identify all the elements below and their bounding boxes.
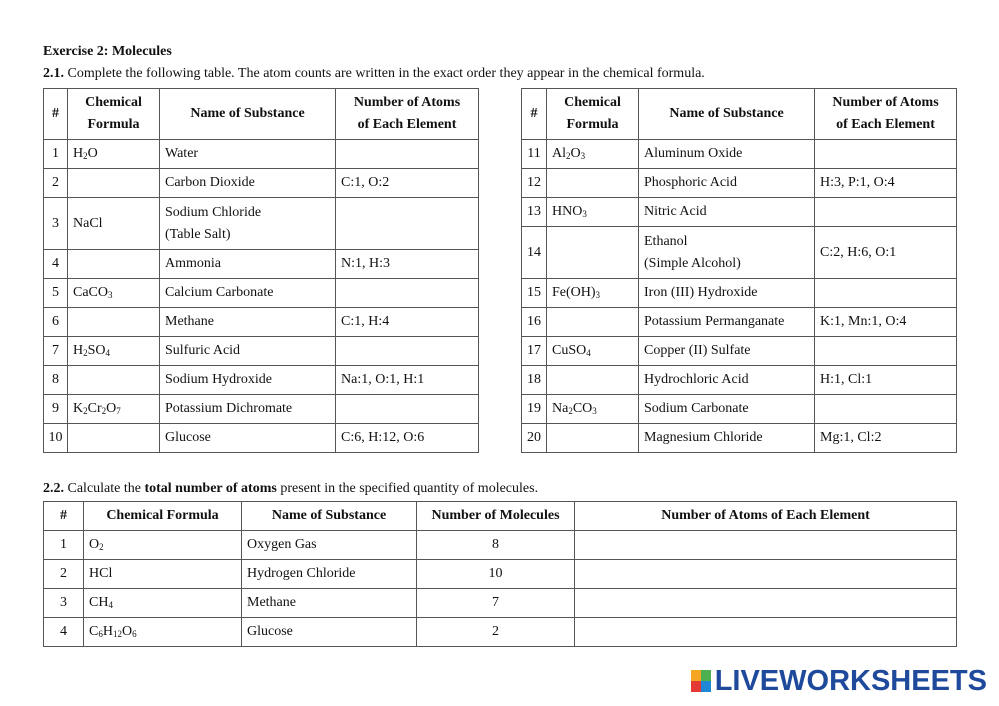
substance-name: Magnesium Chloride — [639, 424, 815, 453]
atom-counts: C:2, H:6, O:1 — [815, 227, 957, 279]
row-number: 14 — [522, 227, 547, 279]
row-number: 16 — [522, 308, 547, 337]
chemical-formula: $Na_2CO_3$ — [547, 395, 639, 424]
row-number: 13 — [522, 198, 547, 227]
row-number: 2 — [44, 560, 84, 589]
column-header: Name of Substance — [242, 502, 417, 531]
table-row — [44, 308, 479, 337]
table-row — [44, 424, 479, 453]
column-header: Name of Substance — [639, 89, 815, 140]
substance-name: Sodium Carbonate — [639, 395, 815, 424]
substance-name: Sulfuric Acid — [160, 337, 336, 366]
chemical-formula-blank[interactable] — [547, 424, 639, 453]
row-number: 18 — [522, 366, 547, 395]
chemical-formula-blank[interactable] — [68, 169, 160, 198]
substance-name: Water — [160, 140, 336, 169]
header-row — [44, 502, 957, 531]
table-row — [44, 618, 957, 647]
atom-counts-blank[interactable] — [815, 395, 957, 424]
molecule-count: 10 — [417, 560, 575, 589]
atom-counts-blank[interactable] — [815, 279, 957, 308]
atom-counts: H:3, P:1, O:4 — [815, 169, 957, 198]
row-number: 10 — [44, 424, 68, 453]
column-header: Chemical Formula — [68, 89, 160, 140]
part1-label: 2.1. — [43, 66, 64, 81]
chemical-formula: $H_2O$ — [68, 140, 160, 169]
substance-name: Nitric Acid — [639, 198, 815, 227]
substance-name: Ammonia — [160, 250, 336, 279]
atom-counts: C:1, O:2 — [336, 169, 479, 198]
table-compounds-left — [43, 88, 479, 453]
chemical-formula: $H_2SO_4$ — [68, 337, 160, 366]
column-header: # — [522, 89, 547, 140]
row-number: 2 — [44, 169, 68, 198]
chemical-formula-blank[interactable] — [68, 250, 160, 279]
table-row — [44, 169, 479, 198]
part1-instructions — [43, 66, 705, 82]
row-number: 5 — [44, 279, 68, 308]
part2-text-before: Calculate the — [64, 481, 145, 496]
chemical-formula: NaCl — [68, 198, 160, 250]
part2-text-bold: total number of atoms — [144, 481, 277, 496]
molecule-count: 2 — [417, 618, 575, 647]
substance-name: Copper (II) Sulfate — [639, 337, 815, 366]
atom-counts: K:1, Mn:1, O:4 — [815, 308, 957, 337]
row-number: 7 — [44, 337, 68, 366]
column-header: Number of Atoms of Each Element — [815, 89, 957, 140]
row-number: 1 — [44, 140, 68, 169]
header-row — [44, 89, 479, 140]
chemical-formula-blank[interactable] — [68, 308, 160, 337]
substance-name: Potassium Dichromate — [160, 395, 336, 424]
substance-name: Ethanol (Simple Alcohol) — [639, 227, 815, 279]
chemical-formula: CaCO$_3$ — [68, 279, 160, 308]
atom-counts-blank[interactable] — [336, 140, 479, 169]
table-row — [522, 169, 957, 198]
chemical-formula: $Fe(OH)_3$ — [547, 279, 639, 308]
table-row — [44, 589, 957, 618]
atom-counts: Na:1, O:1, H:1 — [336, 366, 479, 395]
substance-name: Oxygen Gas — [242, 531, 417, 560]
chemical-formula: $K_2Cr_2O_7$ — [68, 395, 160, 424]
table-row — [522, 198, 957, 227]
row-number: 9 — [44, 395, 68, 424]
substance-name: Iron (III) Hydroxide — [639, 279, 815, 308]
atom-counts: N:1, H:3 — [336, 250, 479, 279]
liveworksheets-logo — [691, 665, 987, 697]
table-row — [44, 560, 957, 589]
row-number: 11 — [522, 140, 547, 169]
logo-text: LIVEWORKSHEETS — [714, 664, 987, 697]
atom-counts-blank[interactable] — [336, 337, 479, 366]
atom-counts: C:1, H:4 — [336, 308, 479, 337]
row-number: 17 — [522, 337, 547, 366]
substance-name: Calcium Carbonate — [160, 279, 336, 308]
total-atoms-answer-blank[interactable] — [575, 560, 957, 589]
chemical-formula: CuSO$_4$ — [547, 337, 639, 366]
substance-name: Methane — [242, 589, 417, 618]
column-header: Chemical Formula — [84, 502, 242, 531]
column-header: Number of Molecules — [417, 502, 575, 531]
molecule-count: 8 — [417, 531, 575, 560]
table-row — [522, 308, 957, 337]
atom-counts-blank[interactable] — [336, 198, 479, 250]
table-row — [522, 395, 957, 424]
table-row — [44, 366, 479, 395]
substance-name: Potassium Permanganate — [639, 308, 815, 337]
chemical-formula: $HNO_3$ — [547, 198, 639, 227]
table-row — [44, 198, 479, 250]
table-row — [522, 140, 957, 169]
table-row — [522, 366, 957, 395]
atom-counts: H:1, Cl:1 — [815, 366, 957, 395]
chemical-formula-blank[interactable] — [68, 366, 160, 395]
substance-name: Phosphoric Acid — [639, 169, 815, 198]
table-row — [44, 140, 479, 169]
exercise-title: Exercise 2: Molecules — [43, 44, 172, 59]
chemical-formula-blank[interactable] — [547, 366, 639, 395]
atom-counts: C:6, H:12, O:6 — [336, 424, 479, 453]
chemical-formula-blank[interactable] — [68, 424, 160, 453]
logo-mark-icon — [691, 670, 711, 692]
row-number: 20 — [522, 424, 547, 453]
atom-counts-blank[interactable] — [815, 140, 957, 169]
table-compounds-right — [521, 88, 957, 453]
row-number: 3 — [44, 198, 68, 250]
column-header: Number of Atoms of Each Element — [336, 89, 479, 140]
table-row — [44, 395, 479, 424]
chemical-formula-blank[interactable] — [547, 227, 639, 279]
row-number: 19 — [522, 395, 547, 424]
substance-name: Hydrogen Chloride — [242, 560, 417, 589]
column-header: Name of Substance — [160, 89, 336, 140]
column-header: # — [44, 502, 84, 531]
molecule-count: 7 — [417, 589, 575, 618]
row-number: 4 — [44, 250, 68, 279]
total-atoms-answer-blank[interactable] — [575, 589, 957, 618]
substance-name: Glucose — [160, 424, 336, 453]
chemical-formula: $Al_2O_3$ — [547, 140, 639, 169]
chemical-formula: $CH_4$ — [84, 589, 242, 618]
substance-name: Sodium Hydroxide — [160, 366, 336, 395]
table-total-atoms — [43, 501, 957, 647]
atom-counts: Mg:1, Cl:2 — [815, 424, 957, 453]
atom-counts-blank[interactable] — [336, 279, 479, 308]
total-atoms-answer-blank[interactable] — [575, 618, 957, 647]
table-row — [44, 279, 479, 308]
atom-counts-blank[interactable] — [815, 337, 957, 366]
row-number: 15 — [522, 279, 547, 308]
chemical-formula: $C_6H_{12}O_6$ — [84, 618, 242, 647]
part2-label: 2.2. — [43, 481, 64, 496]
substance-name: Glucose — [242, 618, 417, 647]
table-row — [44, 337, 479, 366]
row-number: 8 — [44, 366, 68, 395]
part2-instructions — [43, 481, 538, 497]
column-header: Number of Atoms of Each Element — [575, 502, 957, 531]
part2-text-after: present in the specified quantity of molecules. — [276, 481, 539, 496]
table-row — [522, 424, 957, 453]
table-row — [522, 337, 957, 366]
row-number: 1 — [44, 531, 84, 560]
total-atoms-answer-blank[interactable] — [575, 531, 957, 560]
chemical-formula-blank[interactable] — [547, 169, 639, 198]
substance-name: Sodium Chloride (Table Salt) — [160, 198, 336, 250]
atom-counts-blank[interactable] — [815, 198, 957, 227]
table-row — [522, 279, 957, 308]
substance-name: Hydrochloric Acid — [639, 366, 815, 395]
chemical-formula: $O_2$ — [84, 531, 242, 560]
row-number: 4 — [44, 618, 84, 647]
column-header: Chemical Formula — [547, 89, 639, 140]
header-row — [522, 89, 957, 140]
row-number: 6 — [44, 308, 68, 337]
table-row — [44, 250, 479, 279]
substance-name: Methane — [160, 308, 336, 337]
substance-name: Aluminum Oxide — [639, 140, 815, 169]
chemical-formula: HCl — [84, 560, 242, 589]
table-row — [44, 531, 957, 560]
atom-counts-blank[interactable] — [336, 395, 479, 424]
chemical-formula-blank[interactable] — [547, 308, 639, 337]
part1-text: Complete the following table. The atom counts are written in the exact order they appear in the chemical formula. — [64, 66, 705, 81]
table-row — [522, 227, 957, 279]
substance-name: Carbon Dioxide — [160, 169, 336, 198]
column-header: # — [44, 89, 68, 140]
row-number: 12 — [522, 169, 547, 198]
row-number: 3 — [44, 589, 84, 618]
